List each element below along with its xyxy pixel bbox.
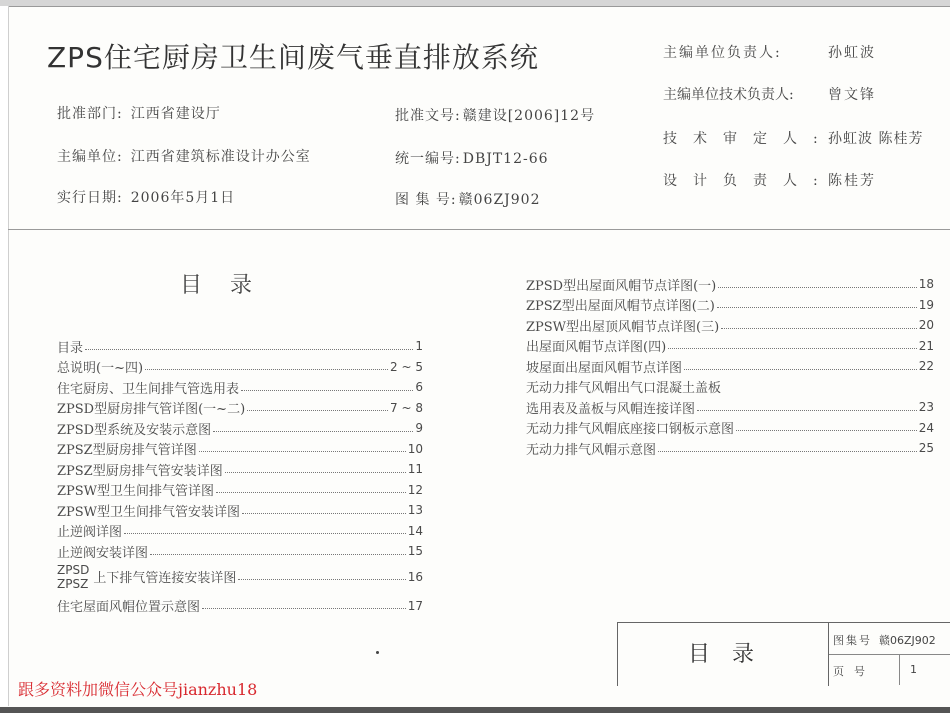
responsible-value: 孙虹波 陈桂芳 (828, 131, 924, 147)
toc-item (57, 541, 423, 562)
title-block-atlas-row (829, 623, 950, 655)
toc-item (57, 398, 423, 419)
toc-item-title: ZPSZ型厨房排气管详图 (57, 443, 197, 459)
toc-item-title: 总说明(一~四) (57, 361, 144, 377)
editor-unit-label: 主编单位: (57, 149, 123, 165)
watermark-note: 跟多资料加微信公众号jianzhu18 (18, 680, 258, 699)
toc-item (526, 356, 934, 377)
leader-dots (85, 349, 413, 350)
toc-item-title: 坡屋面出屋面风帽节点详图 (526, 360, 683, 376)
toc-item-page: 17 (407, 598, 423, 613)
toc-item-title: 选用表及盖板与风帽连接详图 (526, 401, 696, 417)
technical-reviewer (663, 128, 923, 148)
approval-dept-value: 江西省建设厅 (130, 106, 221, 122)
toc-right-column (526, 274, 934, 459)
toc-item-page: 13 (407, 503, 423, 518)
toc-item-page: 11 (407, 462, 423, 477)
effective-date-value: 2006年5月1日 (130, 190, 236, 206)
leader-dots (668, 348, 917, 349)
responsible-value: 陈桂芳 (828, 173, 876, 189)
toc-item-page: 1 (415, 339, 423, 354)
unified-code-label: 统一编号: (395, 151, 461, 167)
toc-item-title: 止逆阀安装详图 (57, 545, 149, 561)
toc-item (57, 596, 423, 617)
responsible-label: 技术审定人: (663, 131, 834, 147)
effective-date-label: 实行日期: (57, 190, 123, 206)
atlas-label: 图集号 (833, 634, 872, 647)
leader-dots (199, 451, 406, 452)
document-title: ZPS住宅厨房卫生间废气垂直排放系统 (47, 41, 539, 74)
toc-item-page: 25 (918, 441, 934, 456)
toc-item (57, 336, 423, 357)
atlas-no (395, 189, 541, 209)
toc-item-page: 24 (918, 420, 934, 435)
toc-item-page: 20 (918, 318, 934, 333)
leader-dots (242, 513, 406, 514)
toc-item-title: 住宅屋面风帽位置示意图 (57, 600, 201, 616)
toc-item-title: ZPSW型卫生间排气管安装详图 (57, 504, 241, 520)
toc-item-page: 22 (918, 359, 934, 374)
toc-left-column (57, 336, 423, 616)
toc-item-title: 目录 (57, 340, 84, 356)
leader-dots (718, 287, 916, 288)
toc-item-title: ZPSZ型厨房排气管安装详图 (57, 463, 223, 479)
toc-item-page: 9 (415, 421, 423, 436)
leader-dots (241, 390, 413, 391)
scan-bottom-edge (0, 707, 950, 713)
responsible-label: 设计负责人: (663, 173, 834, 189)
unified-code (395, 148, 549, 168)
toc-item-page: 18 (918, 277, 934, 292)
title-block-name-cell (618, 623, 828, 686)
page-label: 页号 (833, 665, 875, 678)
toc-item (526, 295, 934, 316)
header-divider (8, 229, 950, 230)
toc-heading: 目录 (180, 273, 281, 298)
editor-unit-value: 江西省建筑标准设计办公室 (130, 149, 311, 165)
responsible-label: 主编单位负责人: (663, 45, 782, 61)
toc-item (57, 562, 423, 592)
leader-dots (658, 451, 917, 452)
toc-item (57, 459, 423, 480)
responsible-label: 主编单位技术负责人: (663, 87, 794, 103)
toc-item-page: 15 (407, 544, 423, 559)
toc-item-title: 上下排气管连接安装详图 (93, 571, 237, 586)
toc-item (526, 397, 934, 418)
responsible-value: 曾文锋 (828, 87, 876, 103)
leader-dots (225, 472, 406, 473)
model-prefix-top: ZPSD (57, 562, 90, 577)
toc-item (57, 480, 423, 501)
model-prefix-stack (57, 563, 89, 591)
leader-dots (247, 410, 388, 411)
leader-dots (213, 431, 413, 432)
approval-doc-value: 赣建设[2006]12号 (462, 108, 596, 124)
toc-item (526, 274, 934, 295)
atlas-no-value: 赣06ZJ902 (458, 192, 541, 208)
toc-item (526, 438, 934, 459)
scan-speck (376, 651, 379, 654)
leader-dots (736, 430, 917, 431)
leader-dots (124, 533, 406, 534)
leader-dots (238, 579, 405, 580)
title-block-title: 目录 (688, 642, 777, 667)
leader-dots (145, 369, 388, 370)
toc-item-title: 无动力排气风帽出气口混凝土盖板 (526, 381, 722, 397)
atlas-no-label: 图 集 号: (395, 192, 457, 208)
leader-dots (697, 410, 917, 411)
toc-item (57, 500, 423, 521)
title-block-page-row (829, 654, 950, 685)
toc-item-page: 6 (415, 380, 423, 395)
model-prefix-bottom: ZPSZ (57, 576, 89, 591)
page-value: 1 (899, 654, 917, 685)
toc-item-page: 21 (918, 338, 934, 353)
responsible-value: 孙虹波 (828, 45, 876, 61)
unified-code-value: DBJT12-66 (462, 151, 549, 167)
toc-item-page: 2 ~ 5 (390, 359, 423, 374)
toc-item-title: 出屋面风帽节点详图(四) (526, 340, 667, 356)
scan-top-edge (0, 0, 950, 7)
chief-unit-tech-responsible (663, 84, 876, 104)
toc-item (57, 439, 423, 460)
leader-dots (684, 369, 917, 370)
toc-item-page: 19 (918, 297, 934, 312)
leader-dots (721, 328, 917, 329)
approval-doc (395, 105, 595, 125)
chief-unit-responsible (663, 42, 876, 62)
toc-item (526, 336, 934, 357)
title-block-info (828, 623, 950, 686)
toc-item-title: 无动力排气风帽示意图 (526, 442, 657, 458)
toc-item-title: ZPSW型出屋顶风帽节点详图(三) (526, 319, 720, 335)
toc-item (526, 315, 934, 336)
toc-item (57, 357, 423, 378)
editor-unit (57, 146, 311, 166)
toc-item-page: 12 (407, 482, 423, 497)
toc-item-page: 14 (407, 523, 423, 538)
toc-item-title: 无动力排气风帽底座接口钢板示意图 (526, 422, 735, 438)
toc-item-title: ZPSD型系统及安装示意图 (57, 422, 212, 438)
title-block (617, 622, 950, 686)
approval-doc-label: 批准文号: (395, 108, 461, 124)
toc-item-page: 16 (407, 569, 423, 584)
toc-item-title: 止逆阀详图 (57, 525, 123, 541)
leader-dots (202, 608, 406, 609)
toc-item-title: 住宅厨房、卫生间排气管选用表 (57, 381, 240, 397)
toc-item (57, 418, 423, 439)
leader-dots (216, 492, 406, 493)
toc-item-page: 10 (407, 441, 423, 456)
toc-item-title: ZPSW型卫生间排气管详图 (57, 484, 215, 500)
toc-item-title: ZPSZ型出屋面风帽节点详图(二) (526, 299, 715, 315)
approval-dept (57, 103, 221, 123)
toc-item (526, 418, 934, 439)
toc-item-title: ZPSD型出屋面风帽节点详图(一) (526, 278, 717, 294)
leader-dots (717, 307, 917, 308)
toc-item-title: ZPSD型厨房排气管详图(一~二) (57, 402, 246, 418)
effective-date (57, 187, 235, 207)
toc-item (57, 521, 423, 542)
leader-dots (150, 554, 406, 555)
toc-item-page: 7 ~ 8 (390, 400, 423, 415)
toc-item-page: 23 (918, 400, 934, 415)
atlas-value: 赣06ZJ902 (879, 634, 936, 647)
design-responsible (663, 170, 876, 190)
toc-item (526, 377, 934, 398)
toc-item (57, 377, 423, 398)
scan-left-edge (0, 6, 9, 706)
approval-dept-label: 批准部门: (57, 106, 123, 122)
